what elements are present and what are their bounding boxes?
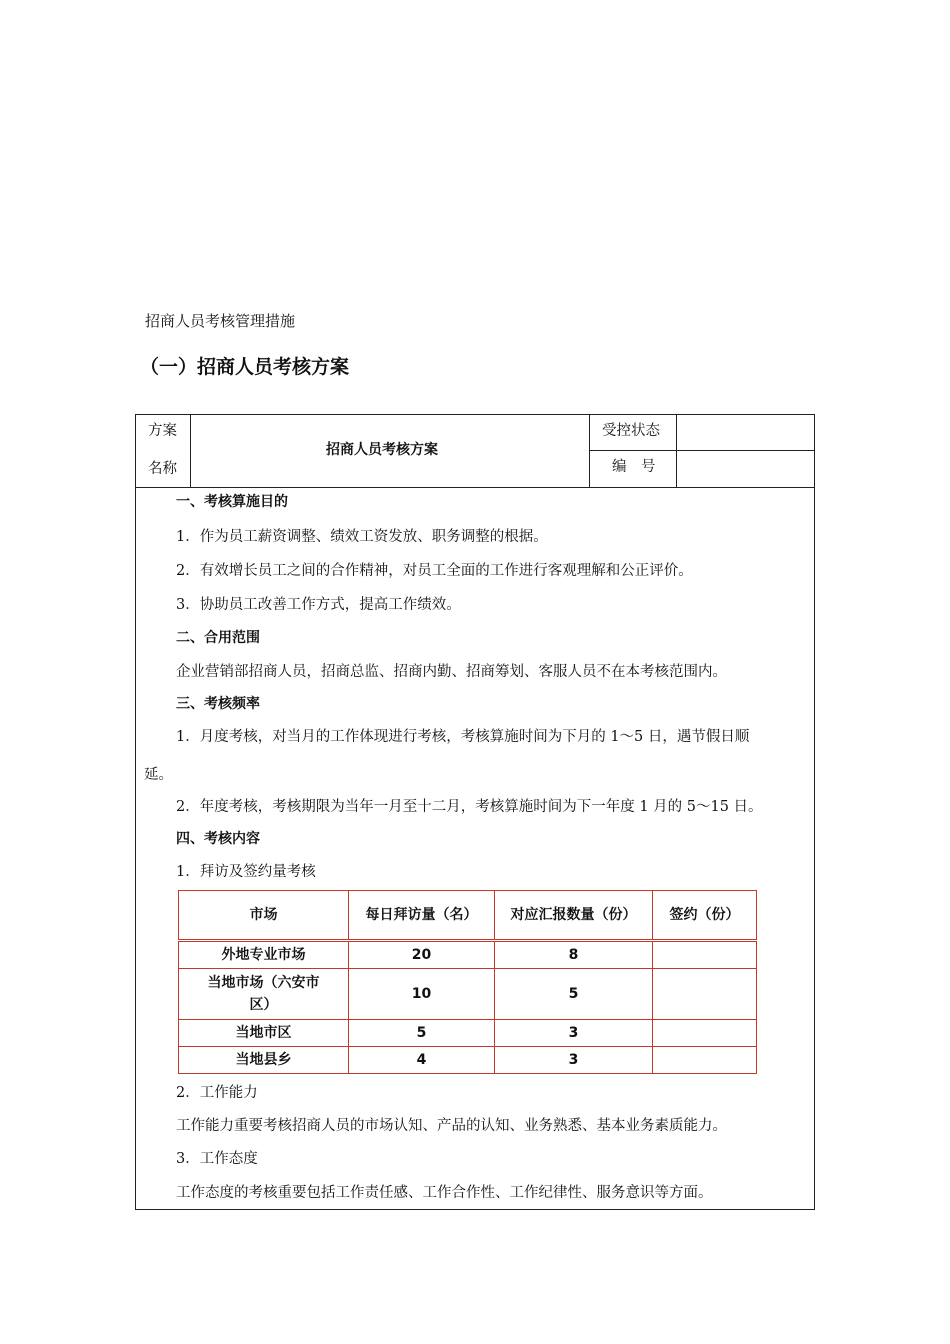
paragraph-content-3: 3．工作态度 xyxy=(176,1151,258,1167)
paragraph-scope: 企业营销部招商人员，招商总监、招商内勤、招商筹划、客服人员不在本考核范围内。 xyxy=(176,664,727,680)
document-title: 招商人员考核管理措施 xyxy=(145,312,296,330)
scheme-name: 招商人员考核方案 xyxy=(326,442,438,458)
header-divider-1 xyxy=(190,415,191,487)
cell-visits: 10 xyxy=(349,969,495,1020)
paragraph-frequency-2: 2．年度考核，考核期限为当年一月至十二月，考核算施时间为下一年度 1 月的 5～15 日。 xyxy=(176,799,763,815)
quota-header-row xyxy=(179,891,757,941)
cell-reports: 8 xyxy=(495,941,653,969)
paragraph-purpose-3: 3．协助员工改善工作方式，提高工作绩效。 xyxy=(176,597,461,613)
table-row xyxy=(179,1020,757,1047)
cell-visits: 5 xyxy=(349,1020,495,1047)
header-mid-line xyxy=(589,450,814,451)
cell-contracts xyxy=(653,969,757,1020)
header-market: 市场 xyxy=(179,891,349,941)
paragraph-purpose-1: 1．作为员工薪资调整、绩效工资发放、职务调整的根据。 xyxy=(176,529,548,545)
cell-reports: 5 xyxy=(495,969,653,1020)
assessment-frame xyxy=(135,414,815,1210)
table-row xyxy=(179,969,757,1020)
paragraph-content-3-text: 工作态度的考核重要包括工作责任感、工作合作性、工作纪律性、服务意识等方面。 xyxy=(176,1185,713,1201)
header-contracts: 签约（份） xyxy=(653,891,757,941)
quota-table xyxy=(178,890,757,1074)
cell-reports: 3 xyxy=(495,1047,653,1074)
paragraph-purpose-2: 2．有效增长员工之间的合作精神，对员工全面的工作进行客观理解和公正评价。 xyxy=(176,563,693,579)
header-divider-2 xyxy=(589,415,590,487)
header-bottom-line xyxy=(136,487,814,488)
paragraph-frequency-1-continued: 延。 xyxy=(144,767,173,783)
paragraph-content-1: 1．拜访及签约量考核 xyxy=(176,864,316,880)
heading-scope: 二、合用范围 xyxy=(176,630,260,646)
cell-reports: 3 xyxy=(495,1020,653,1047)
header-daily-visits: 每日拜访量（名） xyxy=(349,891,495,941)
table-row xyxy=(179,941,757,969)
cell-contracts xyxy=(653,1020,757,1047)
header-divider-3 xyxy=(676,415,677,487)
cell-market: 当地县乡 xyxy=(179,1047,349,1074)
label-control-status: 受控状态 xyxy=(602,423,660,439)
cell-visits: 4 xyxy=(349,1047,495,1074)
paragraph-frequency-1: 1．月度考核，对当月的工作体现进行考核，考核算施时间为下月的 1～5 日，遇节假日顺 xyxy=(176,729,750,745)
cell-visits: 20 xyxy=(349,941,495,969)
section-title: （一）招商人员考核方案 xyxy=(140,356,350,378)
label-scheme-line1: 方案 xyxy=(148,423,177,439)
heading-purpose: 一、考核算施目的 xyxy=(176,494,288,510)
cell-contracts xyxy=(653,941,757,969)
cell-market: 当地市区 xyxy=(179,1020,349,1047)
table-row xyxy=(179,1047,757,1074)
paragraph-content-2: 2．工作能力 xyxy=(176,1085,258,1101)
header-report-count: 对应汇报数量（份） xyxy=(495,891,653,941)
label-number: 编 号 xyxy=(612,459,656,475)
paragraph-content-2-text: 工作能力重要考核招商人员的市场认知、产品的认知、业务熟悉、基本业务素质能力。 xyxy=(176,1118,727,1134)
label-scheme-line2: 名称 xyxy=(148,461,177,477)
cell-market: 外地专业市场 xyxy=(179,941,349,969)
heading-frequency: 三、考核频率 xyxy=(176,696,260,712)
cell-contracts xyxy=(653,1047,757,1074)
cell-market: 当地市场（六安市区） xyxy=(179,969,349,1020)
heading-content: 四、考核内容 xyxy=(176,831,260,847)
